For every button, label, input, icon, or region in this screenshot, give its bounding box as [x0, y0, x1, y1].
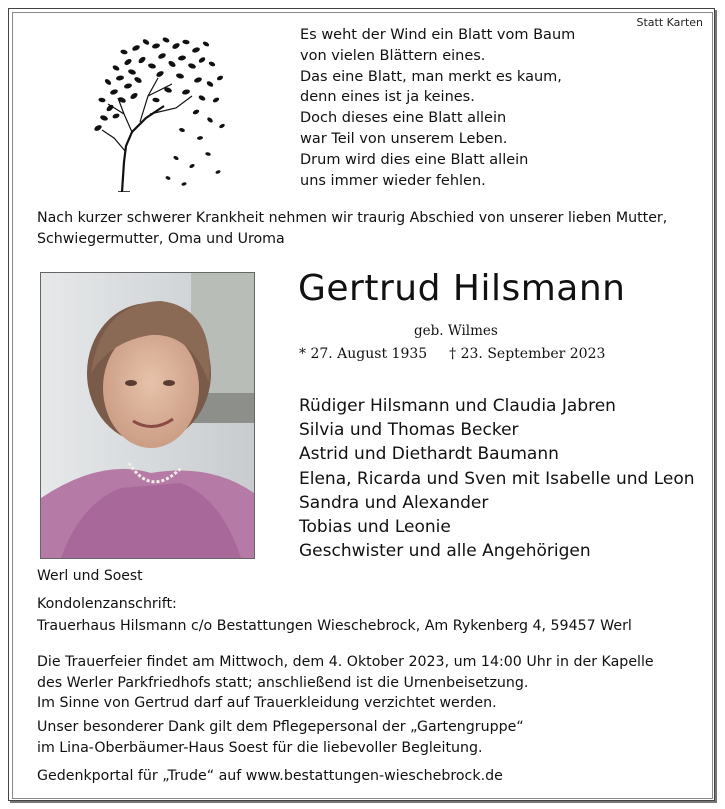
mourner-line: Silvia und Thomas Becker	[299, 420, 519, 441]
condolence-label: Kondolenzanschrift:	[37, 596, 177, 612]
mourner-line: Tobias und Leonie	[299, 517, 451, 538]
maiden-name: geb. Wilmes	[414, 323, 498, 339]
condolence-address-text: Trauerhaus Hilsmann c/o Bestattungen Wieschebrock, Am Rykenberg 4, 59457 Werl	[37, 617, 632, 634]
thanks-line: Unser besonderer Dank gilt dem Pflegepersonal der „Gartengruppe“	[37, 719, 524, 735]
intro-text: Nach kurzer schwerer Krankheit nehmen wir traurig Abschied von unserer lieben Mutter, Schwiegermutter, Oma und Uroma	[37, 210, 668, 247]
poem-line: von vielen Blättern eines.	[300, 47, 486, 64]
funeral-info	[37, 652, 654, 714]
poem	[300, 25, 575, 191]
poem-line: uns immer wieder fehlen.	[300, 172, 486, 189]
deceased-name: Gertrud Hilsmann	[298, 268, 626, 309]
portrait-photo	[40, 272, 255, 559]
mourner-line: Elena, Ricarda und Sven mit Isabelle und Leon	[299, 468, 695, 489]
mourner-line: Geschwister und alle Angehörigen	[299, 541, 591, 562]
poem-line: Drum wird dies eine Blatt allein	[300, 151, 529, 168]
birth-date: * 27. August 1935	[299, 346, 428, 362]
poem-line: Doch dieses eine Blatt allein	[300, 110, 507, 127]
thanks-line: im Lina-Oberbäumer-Haus Soest für die liebevoller Begleitung.	[37, 739, 483, 756]
mourner-line: Astrid und Diethardt Baumann	[299, 444, 559, 465]
condolence-address	[37, 594, 632, 637]
mourner-line: Sandra und Alexander	[299, 492, 489, 513]
mourner-line: Rüdiger Hilsmann und Claudia Jabren	[299, 396, 616, 416]
memorial-portal-link[interactable]: Gedenkportal für „Trude“ auf www.bestattungen-wieschebrock.de	[37, 768, 503, 784]
death-date: † 23. September 2023	[449, 346, 606, 362]
poem-line: denn eines ist ja keines.	[300, 89, 475, 106]
place: Werl und Soest	[37, 568, 143, 584]
funeral-line: Im Sinne von Gertrud darf auf Trauerkleidung verzichtet werden.	[37, 695, 497, 711]
poem-line: war Teil von unserem Leben.	[300, 130, 508, 147]
funeral-line: Die Trauerfeier findet am Mittwoch, dem 4. Oktober 2023, um 14:00 Uhr in der Kapelle	[37, 654, 654, 670]
life-dates	[299, 346, 605, 362]
poem-line: Das eine Blatt, man merkt es kaum,	[300, 68, 562, 85]
poem-line: Es weht der Wind ein Blatt vom Baum	[300, 27, 576, 43]
mourners-list	[299, 394, 695, 563]
funeral-line: des Werler Parkfriedhofs statt; anschließend ist die Urnenbeisetzung.	[37, 674, 529, 691]
tree-with-falling-leaves-icon	[88, 34, 233, 192]
thanks-text	[37, 717, 524, 758]
statt-karten-label: Statt Karten	[636, 16, 703, 29]
